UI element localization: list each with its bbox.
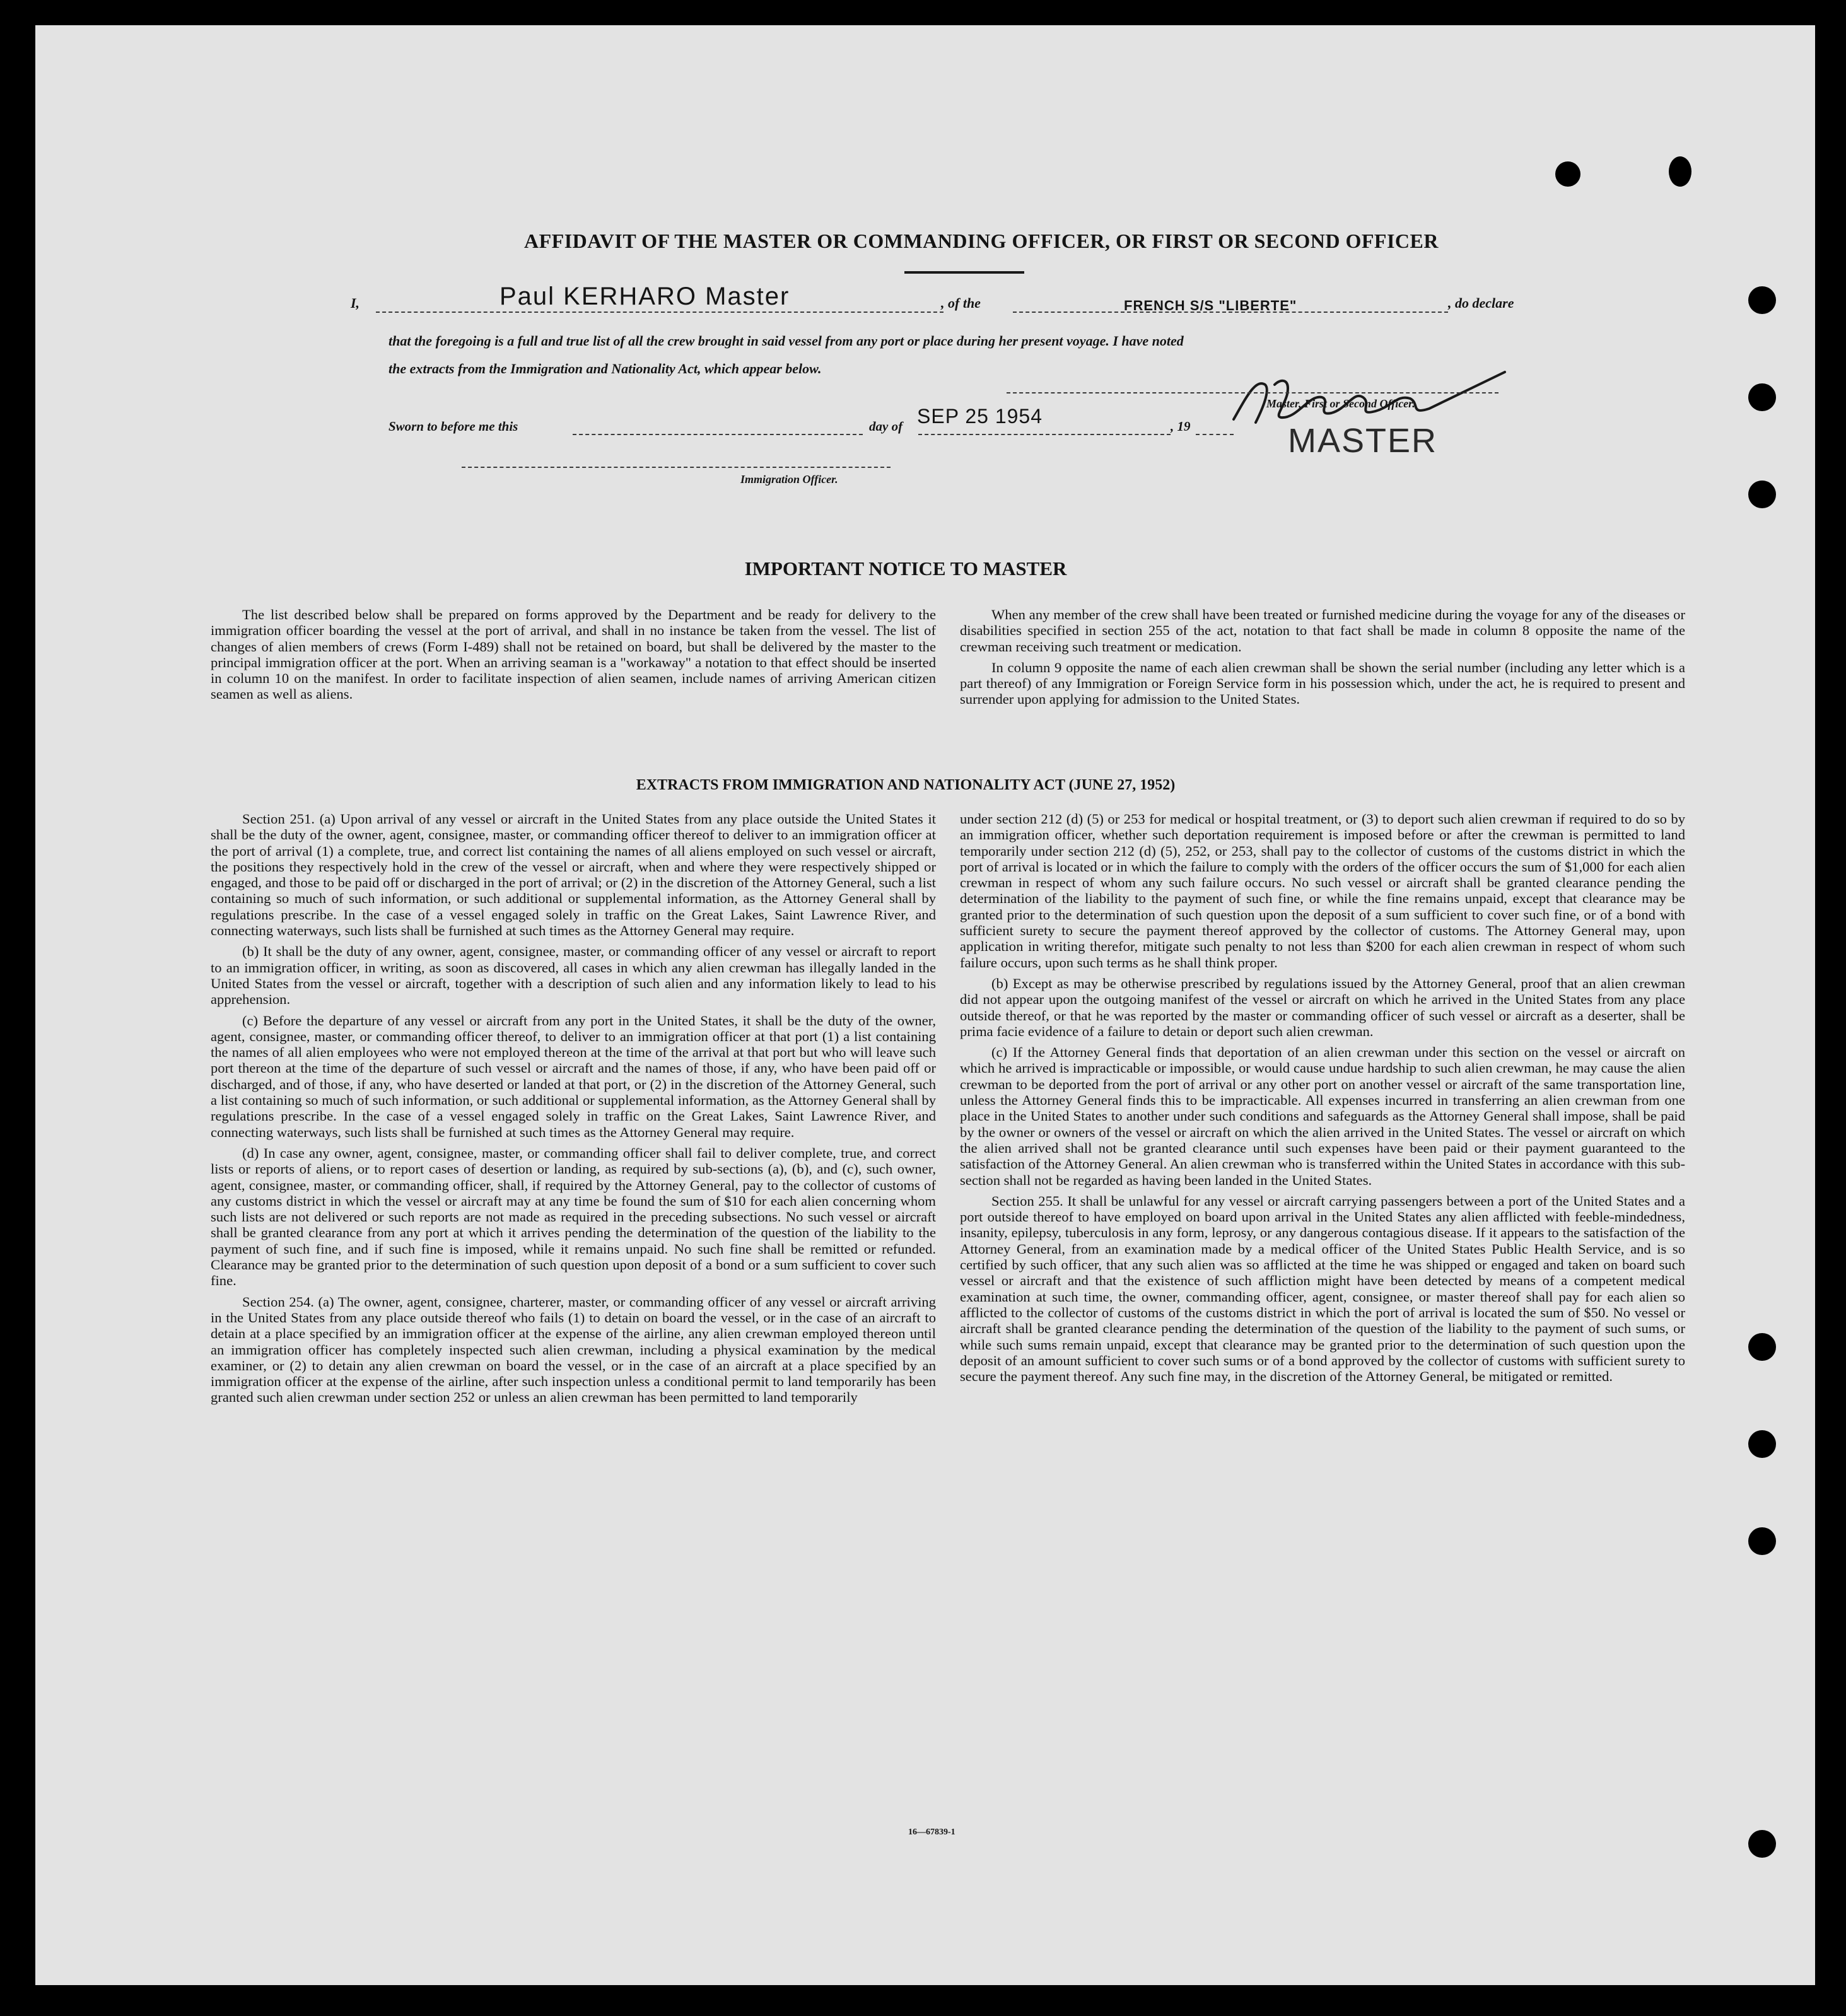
punch-hole (1748, 1527, 1776, 1555)
sworn-month-blank (918, 434, 1171, 435)
act-section: (d) In case any owner, agent, consignee, master, or commanding officer shall fail to deliver complete, true, and correct lists or reports of aliens, or to report cases of desertion or landing, as required by sub-sections (a), (b), and (c), such owner, agent, consignee, master, or commanding officer, shall, if required by the Attorney General, pay to the collector of customs of any customs district in which the vessel or aircraft may at any time be found the sum of $10 for each alien concerning whom such lists are not delivered or such reports are not made as required in the preceding subsections. No such vessel or aircraft shall be granted clearance from any port at which it arrives pending the determination of the question of the liability to the payment of such fine, and if such fine is imposed, while it remains unpaid. No such fine shall be remitted or refunded. Clearance may be granted prior to the determination of such question upon deposit of a bond or a sum sufficient to cover such fine. (211, 1145, 936, 1289)
do-declare-label: , do declare (1448, 295, 1514, 311)
master-stamp: MASTER (1288, 422, 1438, 460)
act-section: (b) It shall be the duty of any owner, agent, consignee, master, or commanding officer of any vessel or aircraft to report to an immigration officer, in writing, as soon as discovered, all cases in which any alien crewman has illegally landed in the United States from the vessel or aircraft, together with a description of such alien and any information likely to lead to his apprehension. (211, 943, 936, 1008)
day-of-label: day of (869, 419, 903, 434)
signature-caption: Master, First or Second Officer. (1266, 397, 1415, 410)
act-section: Section 255. It shall be unlawful for any vessel or aircraft carrying passengers between a port of the United States and a port outside thereof to have employed on board upon arrival in the United States any alien afflicted with feeble-mindedness, insanity, epilepsy, tuberculosis in any form, leprosy, or any dangerous contagious disease. If it appears to the satisfaction of the Attorney General, from an examination made by a medical officer of the United States Public Health Service, and is so certified by such officer, that any such alien was so afflicted at the time he was shipped or engaged and taken on board such vessel or aircraft and that the existence of such affliction might have been detected by means of a competent medical examination at such time, the owner, commanding officer, agent, consignee, or master thereof shall pay for each alien so afflicted to the collector of customs of the customs district in which the port of arrival is located the sum of $50. No vessel or aircraft shall be granted clearance pending the determination of the question of the liability to the payment of such sums, or while such sums remain unpaid, except that clearance may be granted prior to the determination of such question upon the deposit of an amount sufficient to cover such sums or of a bond approved by the collector of customs with sufficient surety to secure the payment thereof. Any such fine may, in the discretion of the Attorney General, be mitigated or remitted. (960, 1192, 1685, 1385)
of-the-label: , of the (941, 295, 981, 311)
act-section: (c) Before the departure of any vessel or aircraft from any port in the United States, it shall be the duty of the owner, agent, consignee, master, or commanding officer thereof, to deliver to an immigration officer at that port (1) a list containing the names of all alien employees who were not employed thereon at the time of the arrival at that port but who will leave such port thereon at the time of the departure of such vessel or aircraft and the names of those, if any, who have been paid off or discharged, and of those, if any, who have deserted or landed at that port, or (2) in the discretion of the Attorney General, such a list containing so much of such information, or such additional or supplemental information, as the Attorney General shall by regulations prescribe. In the case of a vessel engaged solely in traffic on the Great Lakes, Saint Lawrence River, and connecting waterways, such lists shall be furnished at such times as the Attorney General may require. (211, 1012, 936, 1140)
punch-hole (1748, 1333, 1776, 1361)
extracts-heading: EXTRACTS FROM IMMIGRATION AND NATIONALITY ACT (JUNE 27, 1952) (636, 777, 1176, 793)
sworn-date: SEP 25 1954 (917, 405, 1043, 428)
act-section-continued: under section 212 (d) (5) or 253 for medical or hospital treatment, or (3) to deport such alien crewman if required to do so by an immigration officer, whether such deportation requirement is imposed before or after the crewman is permitted to land temporarily under section 212 (d) (5), 252, or 253, shall pay to the collector of customs of the customs district in which the port of arrival is located or in which the failure to comply with the orders of the officer occurs the sum of $1,000 for each alien crewman in respect of whom any such failure occurs. No such vessel or aircraft shall be granted clearance pending the determination of the liability to the payment of such fine, or while the fine remains unpaid, except that clearance may be granted prior to the determination of such question upon the deposit of a sum sufficient to cover such fine, or of a bond with sufficient surety to secure the payment thereof approved by the collector of customs. The Attorney General may, upon application in writing therefor, mitigate such penalty to not less than $200 for each alien crewman in respect of whom such failure occurs, upon such terms as he shall think proper. (960, 811, 1685, 970)
notice-right-column (960, 607, 1685, 708)
declaration-prefix: I, (351, 295, 360, 311)
vessel-name: FRENCH S/S "LIBERTE" (1124, 298, 1297, 313)
signature-line (1007, 392, 1498, 393)
punch-hole (1555, 161, 1580, 187)
form-code: 16—67839-1 (908, 1827, 955, 1837)
act-section: Section 254. (a) The owner, agent, consignee, charterer, master, or commanding officer of any vessel or aircraft arriving in the United States from any place outside thereof who fails (1) to detain on board the vessel, or in the case of an aircraft to detain at a place specified by an immigration officer at the expense of the airline, any alien crewman employed thereon until an immigration officer has completely inspected such alien crewman, including a physical examination by the medical examiner, or (2) to detain any alien crewman on board the vessel, or in the case of an aircraft at a place specified by an immigration officer at the expense of the airline, after such inspection unless a conditional permit to land temporarily has been granted such alien crewman under section 252 or unless an alien crewman has been permitted to land temporarily (211, 1293, 936, 1406)
act-section: (b) Except as may be otherwise prescribed by regulations issued by the Attorney General, proof that an alien crewman did not appear upon the outgoing manifest of the vessel or aircraft on which he arrived in the United States from any place outside thereof, or that he was reported by the master or commanding officer of such vessel or aircraft as a deserter, shall be prima facie evidence of a failure to detain or deport such alien crewman. (960, 975, 1685, 1039)
extracts-left-column (211, 811, 936, 1406)
notice-left-column (211, 607, 936, 702)
title-rule (904, 271, 1024, 274)
punch-hole (1748, 481, 1776, 508)
notice-paragraph: The list described below shall be prepared on forms approved by the Department and be ready for delivery to the immigration officer boarding the vessel at the port of arrival, and shall in no instance be taken from the vessel. The list of changes of alien members of crews (Form I-489) shall not be retained on board, but shall be delivered by the master to the principal immigration officer at the port. When an arriving seaman is a "workaway" a notation to that effect should be inserted in column 10 on the manifest. In order to facilitate inspection of alien seamen, include names of arriving American citizen seamen as well as aliens. (211, 607, 936, 702)
punch-hole (1748, 383, 1776, 411)
act-section: Section 251. (a) Upon arrival of any vessel or aircraft in the United States from any place outside the United States it shall be the duty of the owner, agent, consignee, master, or commanding officer thereof to deliver to an immigration officer at the port of arrival (1) a complete, true, and correct list containing the names of all aliens employed on such vessel or aircraft, the positions they respectively hold in the crew of the vessel or aircraft, when and where they were respectively shipped or engaged, and those to be paid off or discharged in the port of arrival; or (2) in the discretion of the Attorney General, such a list containing so much of such information, or such additional or supplemental information, as the Attorney General shall by regulations prescribe. In the case of a vessel engaged solely in traffic on the Great Lakes, Saint Lawrence River, and connecting waterways, such lists shall be furnished at such times as the Attorney General may require. (211, 811, 936, 939)
notice-heading: IMPORTANT NOTICE TO MASTER (744, 557, 1067, 580)
document-page (35, 25, 1815, 1985)
punch-hole (1669, 156, 1691, 187)
declaration-line-2: that the foregoing is a full and true list of all the crew brought in said vessel from any port or place during her present voyage. I have noted (388, 333, 1184, 349)
notice-paragraph: In column 9 opposite the name of each alien crewman shall be shown the serial number (including any letter which is a part thereof) of any Immigration or Foreign Service form in his possession which, under the act, he is required to present and surrender upon applying for admission to the United States. (960, 659, 1685, 708)
declaration-line-3: the extracts from the Immigration and Nationality Act, which appear below. (388, 361, 822, 376)
sworn-label: Sworn to before me this (388, 419, 518, 434)
extracts-right-column (960, 811, 1685, 1384)
sworn-day-blank (573, 434, 863, 435)
act-section: (c) If the Attorney General finds that deportation of an alien crewman under this section on the vessel or aircraft on which he arrived is impracticable or impossible, or would cause undue hardship to such alien crewman, he may cause the alien crewman to be deported from the port of arrival or any other port on another vessel or aircraft of the same transportation line, unless the Attorney General finds this to be impracticable. All expenses incurred in transferring an alien crewman from one place in the United States to another under such conditions and safeguards as the Attorney General shall impose, shall be paid by the owner or owners of the vessel or aircraft on which the alien arrived in the United States. The vessel or aircraft on which the alien arrived shall not be granted clearance until such expenses have been paid or their payment guaranteed to the satisfaction of the Attorney General. An alien crewman who is transferred within the United States in accordance with this sub-section shall not be regarded as having been landed in the United States. (960, 1044, 1685, 1188)
immigration-officer-caption: Immigration Officer. (740, 473, 838, 486)
year-blank (1196, 434, 1234, 435)
immigration-officer-line (462, 467, 891, 468)
year-prefix: , 19 (1171, 419, 1191, 434)
affidavit-title: AFFIDAVIT OF THE MASTER OR COMMANDING OFFICER, OR FIRST OR SECOND OFFICER (524, 230, 1439, 252)
punch-hole (1748, 1430, 1776, 1458)
punch-hole (1748, 1830, 1776, 1858)
notice-paragraph: When any member of the crew shall have been treated or furnished medicine during the voyage for any of the diseases or disabilities specified in section 255 of the act, notation to that fact shall be made in column 8 opposite the name of the crewman receiving such treatment or medication. (960, 607, 1685, 655)
name-blank (376, 312, 943, 313)
declarant-name: Paul KERHARO Master (499, 283, 790, 310)
